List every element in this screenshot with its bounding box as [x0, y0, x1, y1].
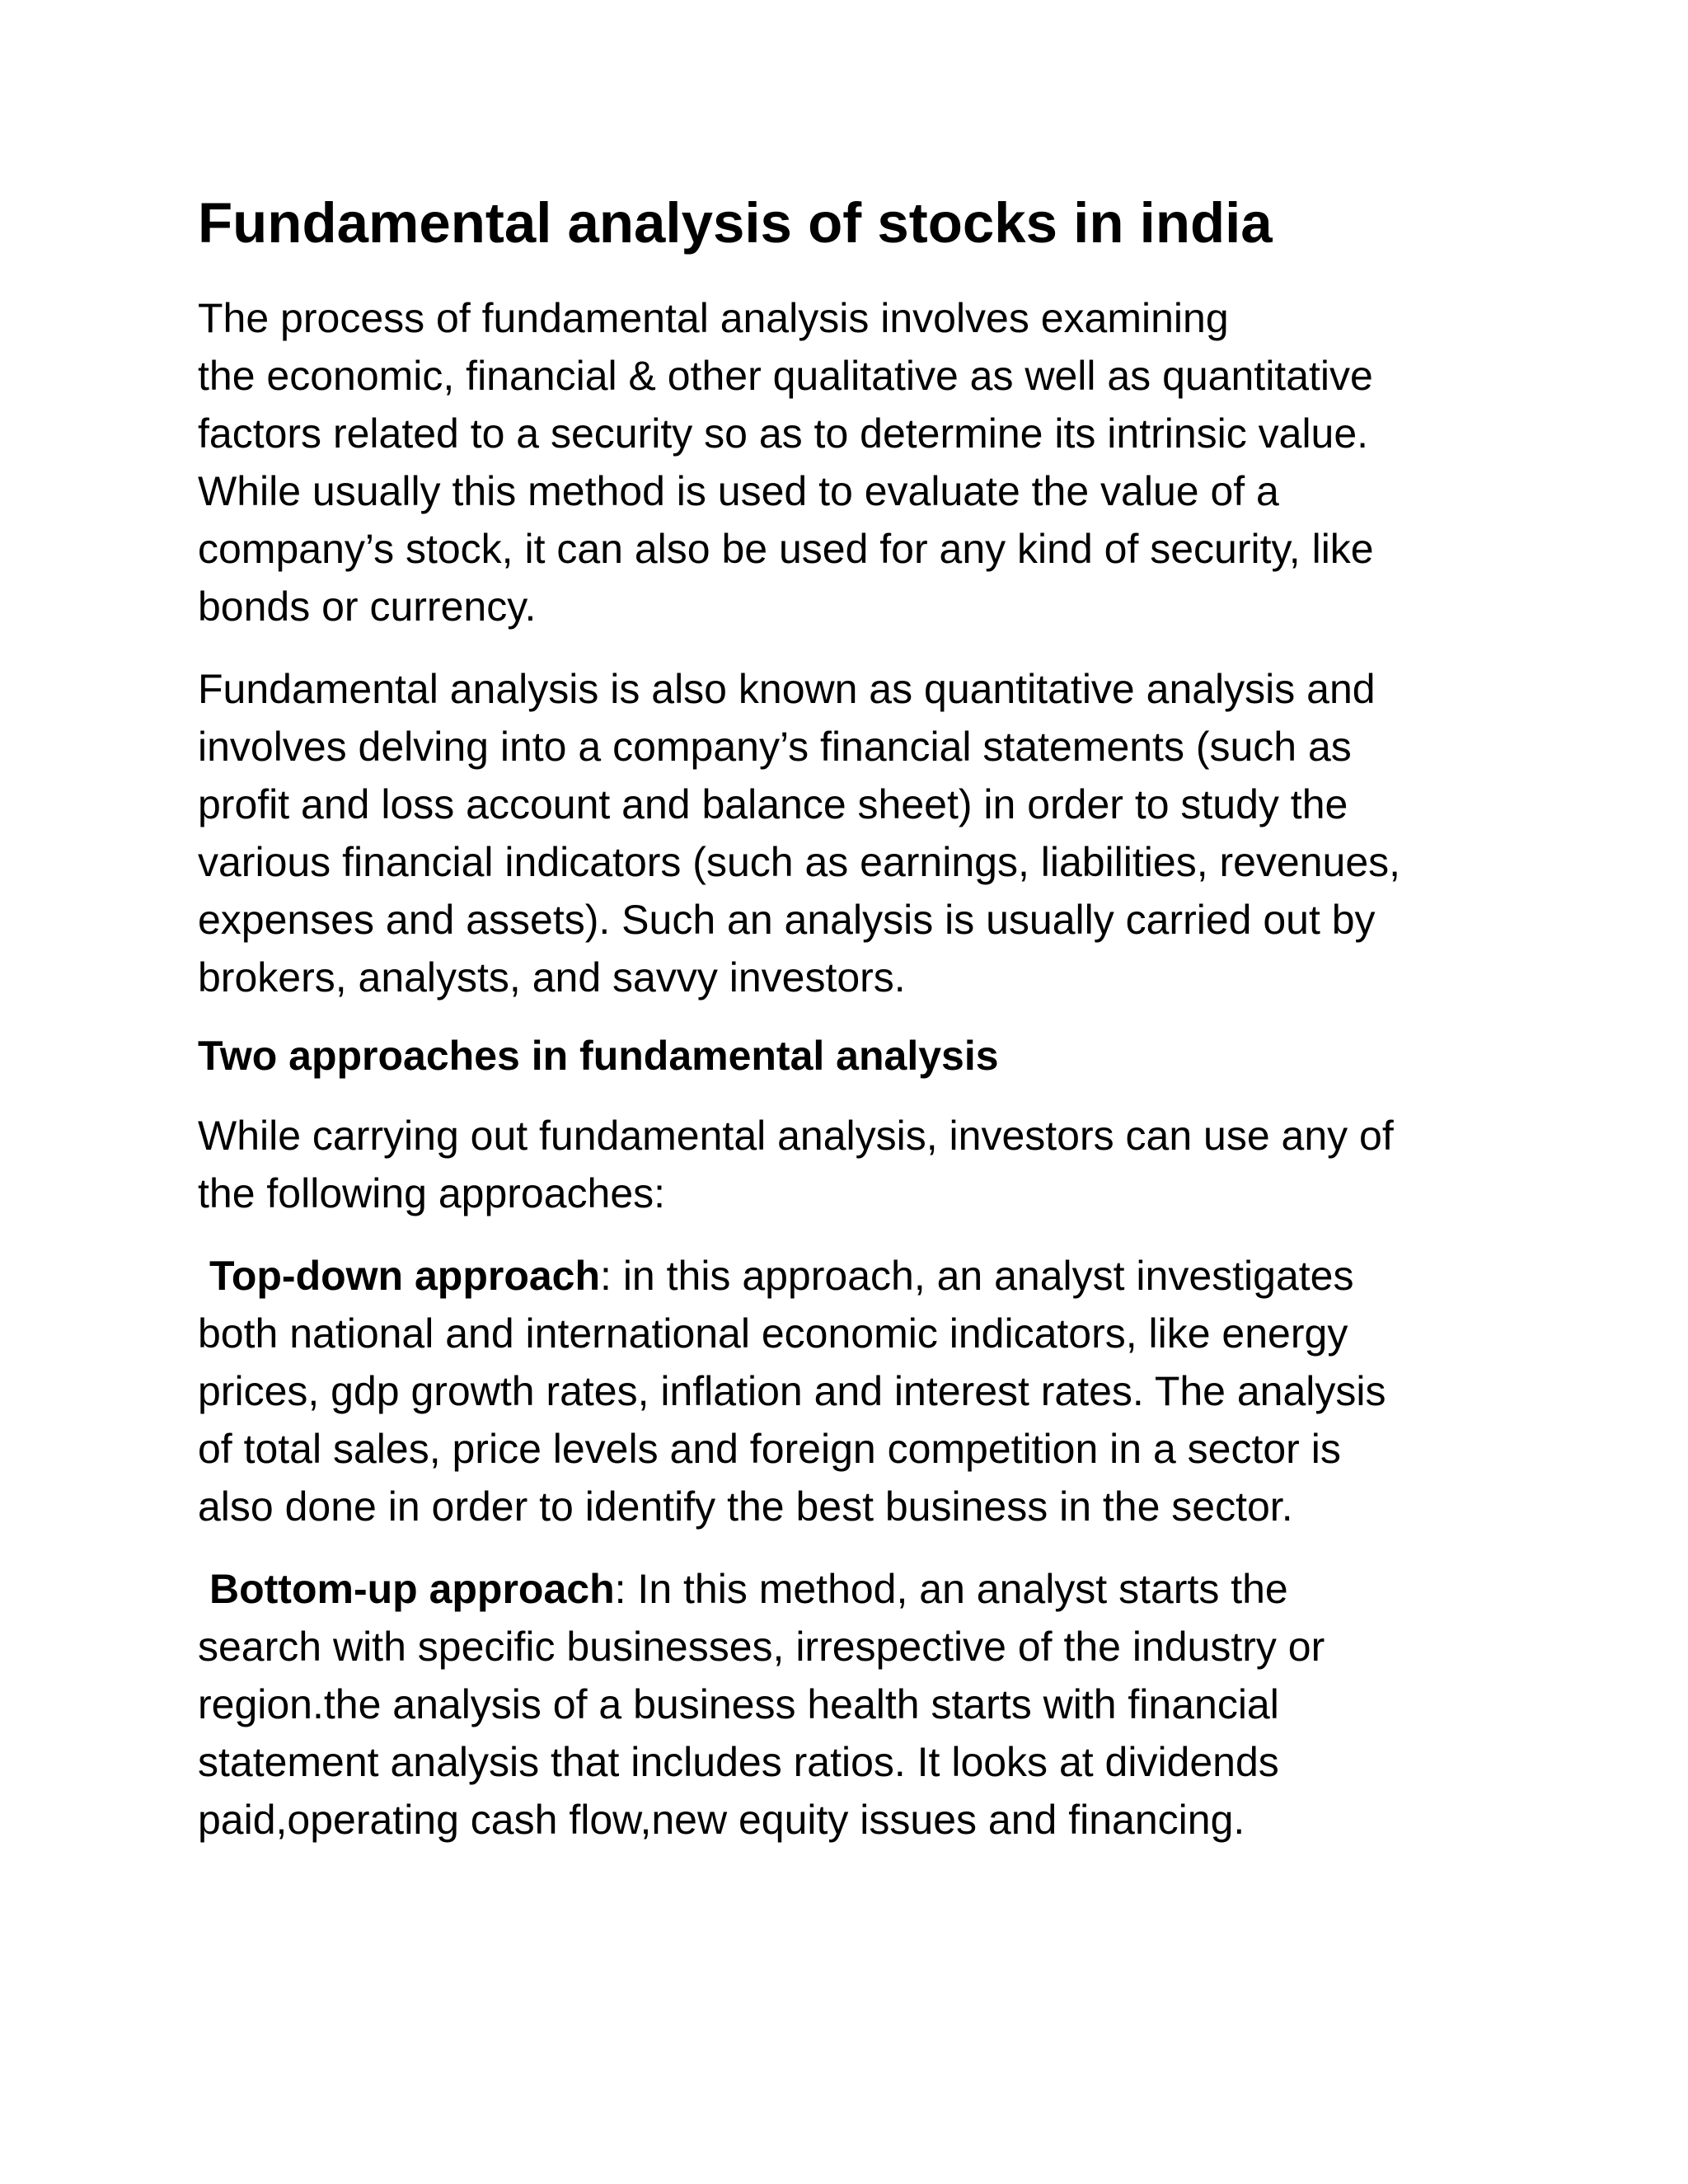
bottom-up-label: Bottom-up approach: [209, 1565, 615, 1612]
section-heading: Two approaches in fundamental analysis: [198, 1032, 999, 1079]
document-title: Fundamental analysis of stocks in india: [198, 191, 1273, 255]
top-down-paragraph: Top-down approach: in this approach, an analyst investigates both national and international economic indicators, like energy prices, gdp growth rates, inflation and interest rates. The analysis of total sales, price levels and foreign competition in a sector is also done in order to identify the best business in the sector.: [198, 1252, 1386, 1530]
intro-paragraph: The process of fundamental analysis involves examining the economic, financial & other qualitative as well as quantitative factors related to a security so as to determine its intrinsic value. While usually this method is used to evaluate the value of a company’s stock, it can also be used for any kind of security, like bonds or currency.: [198, 294, 1374, 630]
bottom-up-paragraph: Bottom-up approach: In this method, an analyst starts the search with specific businesses, irrespective of the industry or region.the analysis of a business health starts with financial statement analysis that includes ratios. It looks at dividends paid,operating cash flow,new equity issues and financing.: [198, 1565, 1325, 1843]
top-down-label: Top-down approach: [209, 1252, 601, 1299]
document-page: [198, 190, 1517, 1873]
quantitative-analysis-paragraph: Fundamental analysis is also known as quantitative analysis and involves delving into a company’s financial statements (such as profit and loss account and balance sheet) in order to study the various financial indicators (such as earnings, liabilities, revenues, expenses and assets). Such an analysis is usually carried out by brokers, analysts, and savvy investors.: [198, 665, 1401, 1001]
approaches-intro-paragraph: While carrying out fundamental analysis, investors can use any of the following approaches:: [198, 1112, 1394, 1216]
